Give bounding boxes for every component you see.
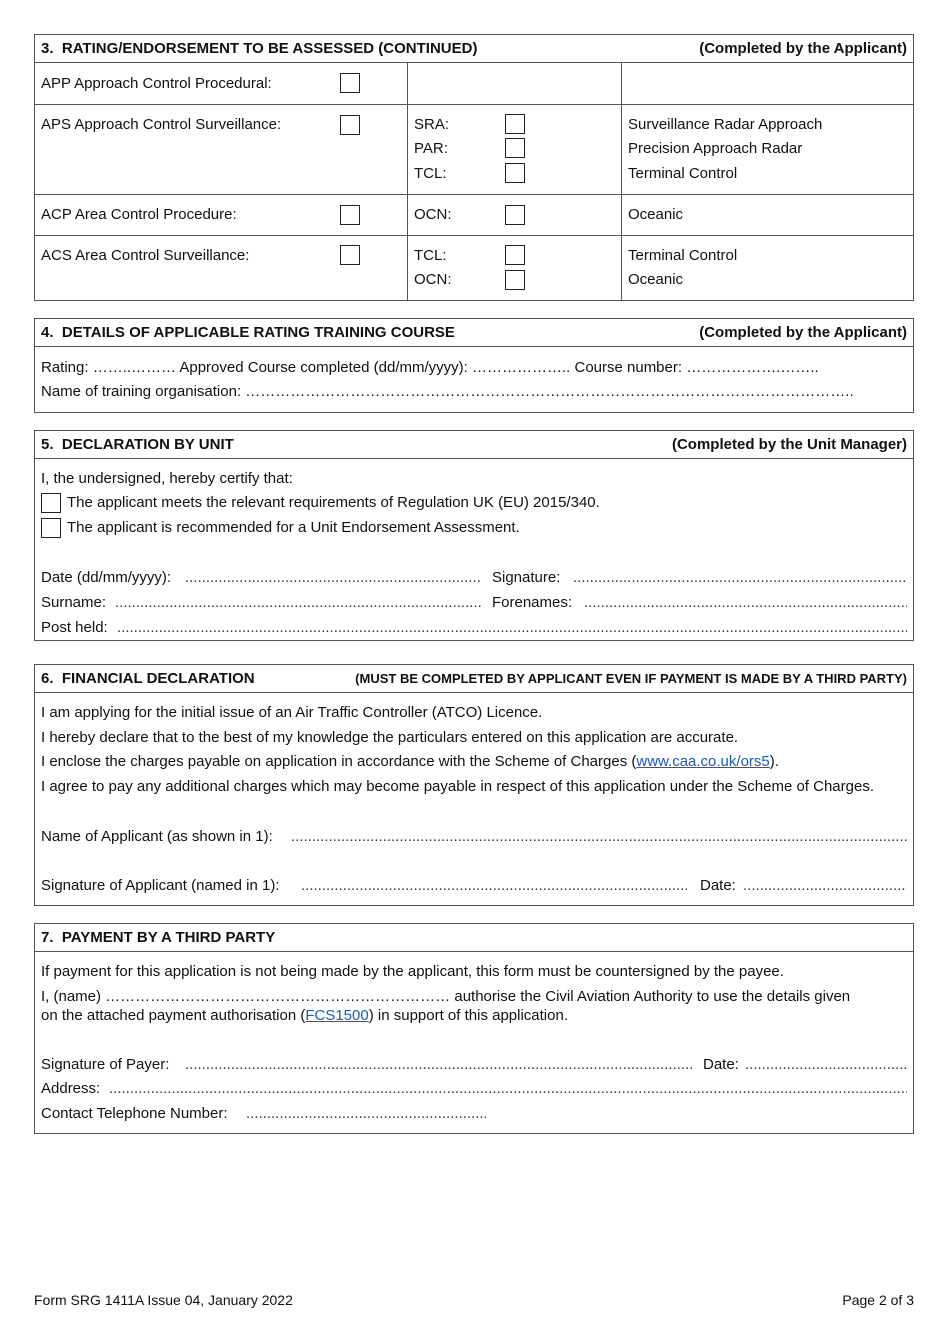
section-3-header <box>35 35 913 63</box>
section-7-header <box>35 924 913 952</box>
aps-checkbox[interactable] <box>340 115 360 135</box>
aps-tcl-checkbox[interactable] <box>505 163 525 183</box>
payer-date-field[interactable] <box>745 1053 907 1077</box>
acs-tcl-desc: Terminal Control <box>628 247 738 264</box>
applicant-signature-label: Signature of Applicant (named in 1): <box>41 877 280 894</box>
acp-ocn-desc: Oceanic <box>628 206 684 223</box>
fcs1500-link[interactable]: FCS1500 <box>305 1007 369 1024</box>
tcl-desc: Terminal Control <box>628 165 738 182</box>
applicant-date-label: Date: <box>700 877 736 894</box>
section-5-declaration-by-unit <box>34 430 914 641</box>
address-field[interactable] <box>109 1077 907 1101</box>
section-7-third-party-payment <box>34 923 914 1134</box>
recommended-text: The applicant is recommended for a Unit Endorsement Assessment. <box>67 519 520 536</box>
payer-date-label: Date: <box>703 1056 739 1073</box>
acs-ocn-desc: Oceanic <box>628 271 684 288</box>
acs-ocn-checkbox[interactable] <box>505 270 525 290</box>
page-number: Page 2 of 3 <box>842 1292 914 1308</box>
app-label: APP Approach Control Procedural: <box>41 75 272 92</box>
post-held-label: Post held: <box>41 619 108 636</box>
declaration-p1: I am applying for the initial issue of an Air Traffic Controller (ATCO) Licence. <box>41 704 543 721</box>
acs-ocn-code: OCN: <box>414 271 452 288</box>
par-checkbox[interactable] <box>505 138 525 158</box>
training-organisation-line[interactable]: Name of training organisation: ………………………………………………………………………………………………………….. <box>41 383 854 400</box>
par-code: PAR: <box>414 140 448 157</box>
app-checkbox[interactable] <box>340 73 360 93</box>
section-4-header <box>35 319 913 347</box>
phone-label: Contact Telephone Number: <box>41 1105 228 1122</box>
forenames-field[interactable] <box>584 591 907 615</box>
acp-ocn-checkbox[interactable] <box>505 205 525 225</box>
third-party-p2b: on the attached payment authorisation (FCS1500) in support of this application. <box>41 1007 568 1024</box>
section-6-header <box>35 665 913 693</box>
sra-checkbox[interactable] <box>505 114 525 134</box>
phone-field[interactable] <box>246 1102 486 1126</box>
acs-checkbox[interactable] <box>340 245 360 265</box>
post-held-field[interactable] <box>117 616 907 640</box>
applicant-date-field[interactable] <box>743 874 907 898</box>
acs-tcl-code: TCL: <box>414 247 447 264</box>
certify-intro: I, the undersigned, hereby certify that: <box>41 470 293 487</box>
aps-label: APS Approach Control Surveillance: <box>41 116 282 133</box>
section-7-title: 7. PAYMENT BY A THIRD PARTY <box>41 929 276 946</box>
par-desc: Precision Approach Radar <box>628 140 803 157</box>
requirements-text: The applicant meets the relevant requirements of Regulation UK (EU) 2015/340. <box>67 494 600 511</box>
acp-ocn-code: OCN: <box>414 206 452 223</box>
acs-label: ACS Area Control Surveillance: <box>41 247 250 264</box>
address-label: Address: <box>41 1080 101 1097</box>
section-6-note: (MUST BE COMPLETED BY APPLICANT EVEN IF PAYMENT IS MADE BY A THIRD PARTY) <box>355 671 907 686</box>
section-5-header <box>35 431 913 459</box>
form-reference: Form SRG 1411A Issue 04, January 2022 <box>34 1292 293 1308</box>
tcl-code: TCL: <box>414 165 447 182</box>
surname-label: Surname: <box>41 594 107 611</box>
declaration-p3: I enclose the charges payable on application in accordance with the Scheme of Charges (www.caa.co.uk/ors5). <box>41 753 779 770</box>
acp-checkbox[interactable] <box>340 205 360 225</box>
applicant-name-label: Name of Applicant (as shown in 1): <box>41 828 273 845</box>
sra-code: SRA: <box>414 116 450 133</box>
section-4-note: (Completed by the Applicant) <box>699 324 907 341</box>
section-5-note: (Completed by the Unit Manager) <box>671 436 907 453</box>
applicant-signature-field[interactable] <box>301 874 687 898</box>
unit-signature-field[interactable] <box>573 566 907 590</box>
scheme-of-charges-link[interactable]: www.caa.co.uk/ors5 <box>636 753 770 770</box>
section-6-financial-declaration <box>34 664 914 906</box>
section-4-title: 4. DETAILS OF APPLICABLE RATING TRAINING COURSE <box>41 324 455 341</box>
payer-signature-field[interactable] <box>185 1053 692 1077</box>
section-3-title: 3. RATING/ENDORSEMENT TO BE ASSESSED (CONTINUED) <box>41 40 478 57</box>
section-3-rating-endorsement <box>34 34 914 301</box>
unit-signature-label: Signature: <box>492 569 561 586</box>
unit-date-field[interactable] <box>185 566 481 590</box>
third-party-p2a[interactable]: I, (name) …………………………………………………………… authorise the Civil Aviation Authority to use the details given <box>41 988 851 1005</box>
surname-field[interactable] <box>115 591 481 615</box>
recommended-checkbox[interactable] <box>41 518 61 538</box>
declaration-p2: I hereby declare that to the best of my knowledge the particulars entered on this application are accurate. <box>41 729 739 746</box>
third-party-p1: If payment for this application is not being made by the applicant, this form must be countersigned by the payee. <box>41 963 784 980</box>
section-4-training-course <box>34 318 914 413</box>
course-details-line[interactable]: Rating: ……..……… Approved Course completed (dd/mm/yyyy): ……………….. Course number: ……………….…….. <box>41 359 819 376</box>
applicant-name-field[interactable] <box>291 825 907 849</box>
section-6-title: 6. FINANCIAL DECLARATION <box>41 670 255 687</box>
unit-date-label: Date (dd/mm/yyyy): <box>41 569 172 586</box>
section-5-title: 5. DECLARATION BY UNIT <box>41 436 234 453</box>
acs-tcl-checkbox[interactable] <box>505 245 525 265</box>
section-3-note: (Completed by the Applicant) <box>699 40 907 57</box>
forenames-label: Forenames: <box>492 594 573 611</box>
sra-desc: Surveillance Radar Approach <box>628 116 823 133</box>
requirements-checkbox[interactable] <box>41 493 61 513</box>
declaration-p4: I agree to pay any additional charges which may become payable in respect of this application under the Scheme of Charges. <box>41 778 874 795</box>
acp-label: ACP Area Control Procedure: <box>41 206 237 223</box>
payer-signature-label: Signature of Payer: <box>41 1056 170 1073</box>
